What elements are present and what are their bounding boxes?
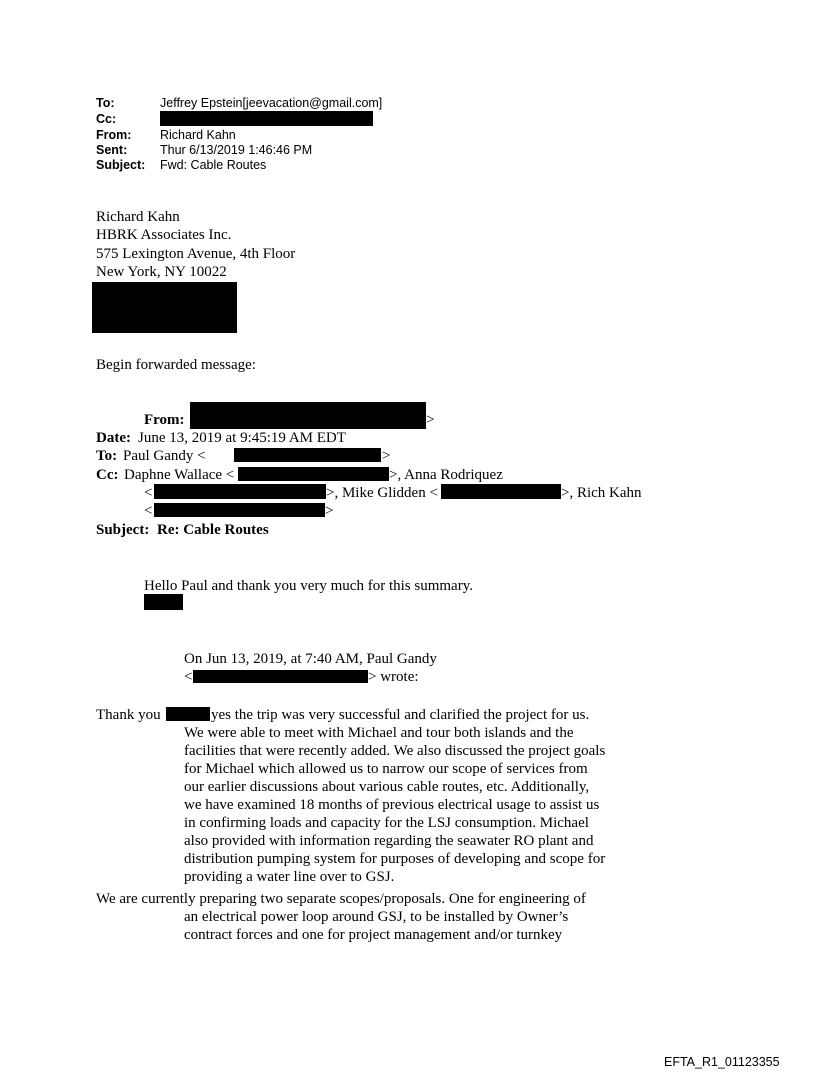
redaction-box bbox=[234, 448, 381, 462]
fwd-subject-value: Re: Cable Routes bbox=[157, 522, 269, 538]
quote-line: an electrical power loop around GSJ, to be installed by Owner’s bbox=[184, 909, 569, 925]
quote-line: We were able to meet with Michael and tour both islands and the bbox=[184, 725, 574, 741]
fwd-to-end: > bbox=[382, 448, 391, 464]
redaction-box bbox=[166, 707, 210, 721]
quote-para1-body bbox=[184, 724, 644, 886]
redaction-box bbox=[154, 484, 326, 499]
quote-line: in confirming loads and capacity for the LSJ consumption. Michael bbox=[184, 815, 589, 831]
quote-line: we have examined 18 months of previous electrical usage to assist us bbox=[184, 797, 600, 813]
redaction-box bbox=[92, 282, 237, 333]
redaction-box bbox=[441, 484, 561, 499]
sent-label: Sent: bbox=[96, 143, 128, 157]
cc-label: Cc: bbox=[96, 112, 117, 126]
fwd-from-end: > bbox=[426, 412, 435, 428]
signature-company: HBRK Associates Inc. bbox=[96, 227, 232, 243]
quote-attribution-line1: On Jun 13, 2019, at 7:40 AM, Paul Gandy bbox=[184, 651, 437, 667]
quote-para1-start: Thank you bbox=[96, 707, 161, 723]
signature-address-line1: 575 Lexington Avenue, 4th Floor bbox=[96, 246, 296, 262]
redaction-box bbox=[144, 594, 183, 610]
fwd-subject-label: Subject: bbox=[96, 522, 150, 538]
subject-label: Subject: bbox=[96, 158, 146, 172]
fwd-cc-line2-end: >, Rich Kahn bbox=[561, 485, 642, 501]
quote-para2-line1: We are currently preparing two separate scopes/proposals. One for engineering of bbox=[96, 891, 586, 907]
fwd-date-value: June 13, 2019 at 9:45:19 AM EDT bbox=[138, 430, 346, 446]
fwd-from-label: From: bbox=[144, 412, 185, 428]
document-id: EFTA_R1_01123355 bbox=[664, 1055, 780, 1069]
quote-line: facilities that were recently added. We also discussed the project goals bbox=[184, 743, 606, 759]
fwd-cc-line3-start: < bbox=[144, 503, 153, 519]
quote-line: contract forces and one for project management and/or turnkey bbox=[184, 927, 563, 943]
quote-line: distribution pumping system for purposes of developing and scope for bbox=[184, 851, 606, 867]
fwd-date-label: Date: bbox=[96, 430, 131, 446]
sent-value: Thur 6/13/2019 1:46:46 PM bbox=[160, 143, 313, 157]
redaction-box bbox=[193, 670, 368, 683]
fwd-cc-label: Cc: bbox=[96, 467, 119, 483]
quote-line: providing a water line over to GSJ. bbox=[184, 869, 395, 885]
redaction-box bbox=[190, 402, 426, 429]
to-value: Jeffrey Epstein[jeevacation@gmail.com] bbox=[160, 96, 383, 110]
signature-name: Richard Kahn bbox=[96, 209, 180, 225]
quote-para1-line1-rest: yes the trip was very successful and clarified the project for us. bbox=[211, 707, 590, 723]
forward-intro: Begin forwarded message: bbox=[96, 357, 256, 373]
from-value: Richard Kahn bbox=[160, 128, 236, 142]
quote-attribution-line2-start: < bbox=[184, 669, 193, 685]
redaction-box bbox=[160, 111, 373, 126]
quote-line: also provided with information regarding the seawater RO plant and bbox=[184, 833, 594, 849]
fwd-to-label: To: bbox=[96, 448, 118, 464]
fwd-cc-value2: >, Anna Rodriquez bbox=[389, 467, 503, 483]
fwd-cc-value1: Daphne Wallace < bbox=[124, 467, 235, 483]
subject-value: Fwd: Cable Routes bbox=[160, 158, 267, 172]
redaction-box bbox=[154, 503, 325, 517]
reply-greeting: Hello Paul and thank you very much for this summary. bbox=[144, 578, 473, 594]
quote-line: for Michael which allowed us to narrow our scope of services from bbox=[184, 761, 588, 777]
quote-attribution-line2-end: > wrote: bbox=[368, 669, 419, 685]
quote-para2-body bbox=[184, 908, 644, 944]
to-label: To: bbox=[96, 96, 115, 110]
from-label: From: bbox=[96, 128, 132, 142]
fwd-cc-line2-start: < bbox=[144, 485, 153, 501]
fwd-cc-line3-end: > bbox=[325, 503, 334, 519]
fwd-cc-line2-mid: >, Mike Glidden < bbox=[326, 485, 438, 501]
redaction-box bbox=[238, 467, 389, 481]
quote-line: our earlier discussions about various cable routes, etc. Additionally, bbox=[184, 779, 590, 795]
fwd-to-value: Paul Gandy < bbox=[123, 448, 206, 464]
signature-address-line2: New York, NY 10022 bbox=[96, 264, 227, 280]
